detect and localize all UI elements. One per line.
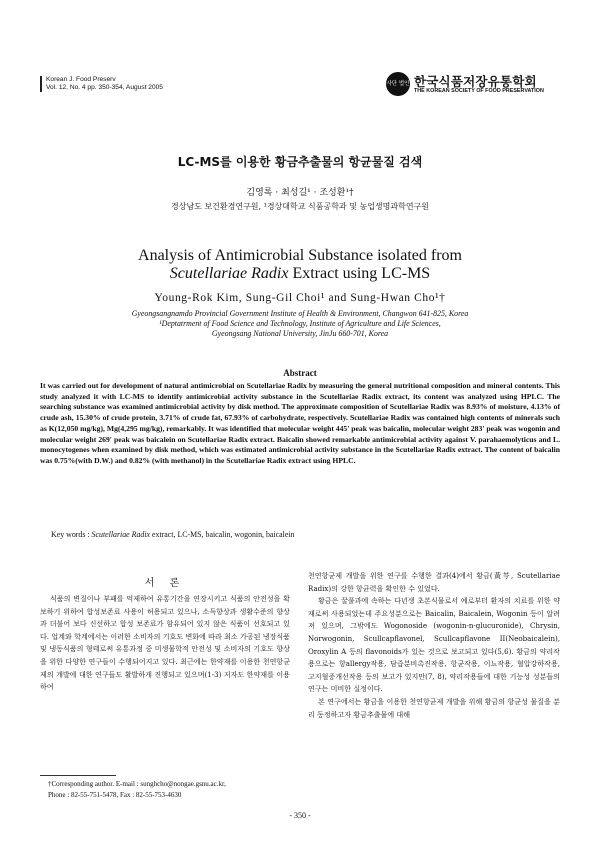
- society-name-korean: 한국식품저장유통학회: [414, 74, 537, 89]
- body-left-column: [40, 593, 290, 694]
- footnote-email: †Corresponding author. E-mail : sunghcho@nongae.gsnu.ac.kr,: [48, 780, 226, 788]
- affiliation-line: Gyeongsangnamdo Provincial Government Institute of Health & Environment, Changwon 641-825, Korea: [131, 309, 469, 318]
- title-korean: LC-MS를 이용한 황금추출물의 항균물질 검색: [177, 155, 423, 169]
- journal-citation: [40, 76, 163, 92]
- keywords-list: extract, LC-MS, baicalin, wogonin, baicalein: [150, 530, 295, 539]
- section-heading-introduction: 서 론: [144, 578, 186, 589]
- authors-english: Young-Rok Kim, Sung-Gil Choi¹ and Sung-Hwan Cho¹†: [154, 292, 446, 304]
- society-emblem-icon: 사단 법인: [386, 72, 410, 96]
- title-english-rest: Extract using LC-MS: [288, 265, 431, 282]
- corresponding-author-footnote: [48, 779, 226, 801]
- footnote-divider: [40, 775, 116, 776]
- society-logo: [386, 72, 562, 96]
- authors-korean: 김영록 · 최성길¹ · 조성환¹†: [246, 188, 354, 198]
- footnote-phone: Phone : 82-55-751-5478, Fax : 82-55-753-4630: [48, 791, 182, 799]
- journal-name: Korean J. Food Preserv: [46, 76, 116, 83]
- title-english-line1: Analysis of Antimicrobial Substance isolated from: [138, 247, 462, 264]
- society-name-english: THE KOREAN SOCIETY OF FOOD PRESERVATION: [414, 88, 544, 94]
- body-paragraph: 식품의 변질이나 부패를 억제하여 유통기간을 연장시키고 식품의 안전성을 확보하기 위하여 합성보존료 사용이 허용되고 있으나, 소득향상과 생활수준의 향상과 더불어 보다 신선하고 합성 보존료가 함유되어 있지 않은 식품이 선호되고 있다. 업계와 학계에서는 이러한 소비자의 기호도 변화에 따라 최소 가공된 냉장식품 및 냉동식품의 형태로써 유통과정 중 미생물학적 안전성 및 소비자의 기호도 향상을 위한 다양한 연구들이 수행되어지고 있다. 최근에는 한약재를 이용한 천연항균제의 개발에 대한 연구들도 활발하게 진행되고 있으며(1-3) 저자도 한약재를 이용하여: [40, 594, 290, 692]
- affiliation-line: Gyeongsang National University, JinJu 660-701, Korea: [211, 329, 389, 338]
- body-right-column: [308, 570, 560, 721]
- abstract-body: It was carried out for development of natural antimicrobial on Scutellariae Radix by measuring the general nutritional composition and mineral contents. This study analyzed it with LC-MS to identify antimicrobial activity substance in the Scutellariae Radix extract, its content was analyzed using HPLC. The searching substance was examined antimicrobial activity by disk method. The approximate composition of Scutellariae Radix was 8.93% of moisture, 4.13% of crude ash, 15.30% of crude protein, 3.71% of crude fat, 67.93% of carbohydrate, respectively. Scutellariae Radix was contained high contents of minerals such as K(12,050 mg/kg), Mg(4,295 mg/kg), remarkably. It was identified that molecular weight 445' peak was baicalin, molecular weight 283' peak was wogonin and molecular weight 269' peak was baicalein on Scutellariae Radix extract. Baicalin showed remarkable antimicrobial activity against V. parahaemolyticus and L. monocytogenes when examined by disk method, which was estimated antimicrobial activity substance in the Scutellariae Radix extract. The content of baicalin was 0.75%(with D.W.) and 0.82% (with methanol) in the Scutellariae Radix extract using HPLC.: [40, 381, 560, 465]
- keywords-label: Key words :: [51, 530, 92, 539]
- title-species: Scutellariae Radix: [169, 265, 289, 282]
- page-number: - 350 -: [289, 811, 311, 820]
- affiliation-english: [0, 309, 600, 339]
- affiliation-line: ¹Deptatrment of Food Science and Technology, Institute of Agriculture and Life Sciences,: [159, 319, 441, 328]
- body-paragraph: 황금은 꿀풀과에 속하는 다년생 초본식물로서 예로부터 환자의 치료를 위한 약재로써 사용되었는데 주요성분으로는 Baicalin, Baicalein, Wogonin 등이 알려져 있으며, 그밖에도 Wogonoside (wogonin-n-glucuronide), Chrysin, Norwogonin, Scullcapflavonel, Scullcapflavone II(Neobaicalein), Oroxylin A 등의 flavonoids가 있는 것으로 보고되고 있다(5,6). 황금의 약리작용으로는 항allergy작용, 담즙분비촉진작용, 항균작용, 이뇨작용, 혈압강하작용, 고지혈증개선작용 등의 보고가 있지만(7, 8), 약리작용들에 대한 기능성 성분들의 연구는 미비한 실정이다.: [308, 596, 560, 694]
- affiliation-korean: 경상남도 보건환경연구원, ¹경상대학교 식품공학과 및 농업생명과학연구원: [170, 202, 430, 211]
- body-paragraph: 본 연구에서는 황금을 이용한 천연항균제 개발을 위해 황금의 항균성 물질을 분리 동정하고자 황금추출물에 대해: [308, 696, 560, 719]
- abstract-heading: Abstract: [283, 368, 317, 378]
- body-paragraph: 천연항균제 개발을 위한 연구를 수행한 결과(4)에서 황금(黃芩, Scutellariae Radix)의 강한 항균력을 확인한 수 있었다.: [308, 571, 560, 593]
- keywords: [51, 530, 294, 539]
- keywords-species: Scutellariae Radix: [91, 530, 151, 539]
- journal-volume: Vol. 12, No. 4 pp. 350-354, August 2005: [46, 84, 163, 91]
- title-english-line2: [0, 265, 600, 283]
